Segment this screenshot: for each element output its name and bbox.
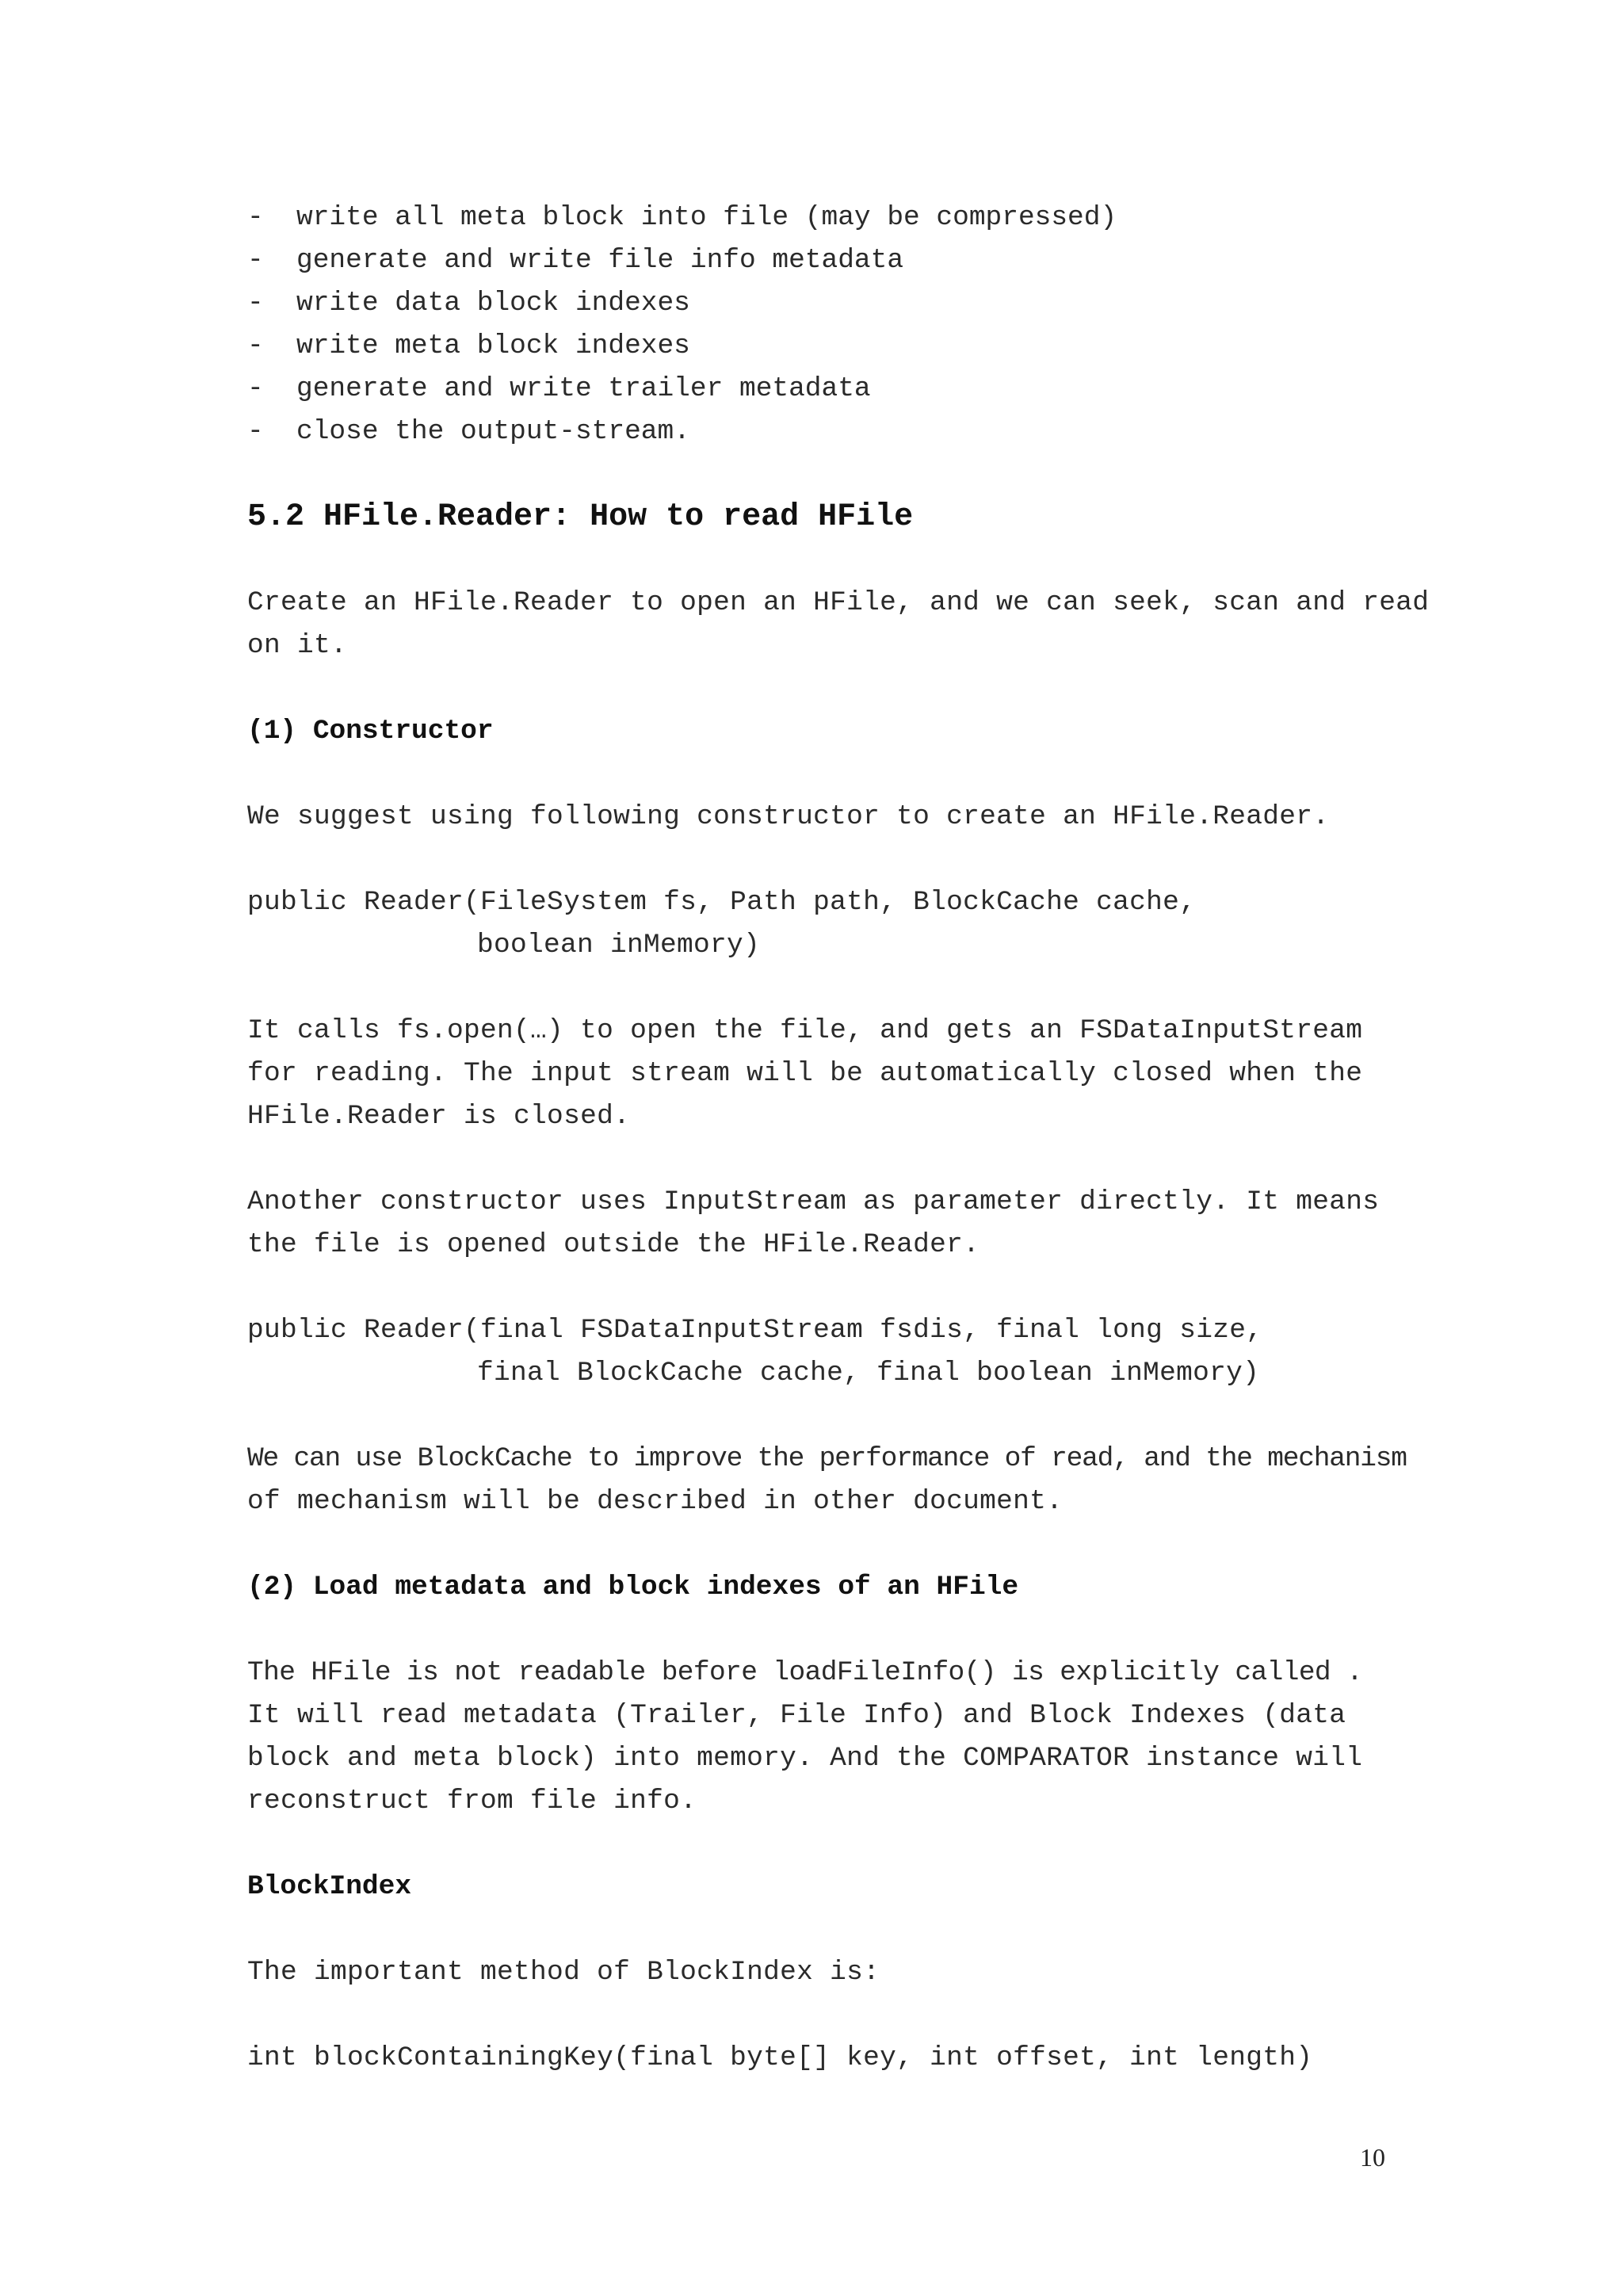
code-line: boolean inMemory) xyxy=(477,930,761,961)
list-item xyxy=(247,197,1117,239)
list-item-text: write data block indexes xyxy=(296,288,690,319)
document-page xyxy=(247,0,1430,2296)
bullet-dash: - xyxy=(247,202,264,233)
list-item xyxy=(247,282,690,325)
bullet-dash: - xyxy=(247,288,264,319)
subheading-constructor: (1) Constructor xyxy=(247,716,494,747)
code-line: final BlockCache cache, final boolean inMemory) xyxy=(477,1358,1260,1389)
list-item xyxy=(247,239,903,282)
bullet-dash: - xyxy=(247,373,264,404)
paragraph-line: The important method of BlockIndex is: xyxy=(247,1957,880,1988)
list-item-text: write meta block indexes xyxy=(296,330,690,361)
list-item-text: generate and write file info metadata xyxy=(296,245,904,276)
paragraph-line: for reading. The input stream will be automatically closed when the xyxy=(247,1058,1363,1089)
code-line: public Reader(FileSystem fs, Path path, BlockCache cache, xyxy=(247,887,1197,918)
list-item xyxy=(247,325,690,368)
paragraph-line: HFile.Reader is closed. xyxy=(247,1101,631,1132)
page-number: 10 xyxy=(1360,2143,1385,2172)
paragraph-line: of mechanism will be described in other document. xyxy=(247,1486,1064,1517)
list-item-text: generate and write trailer metadata xyxy=(296,373,871,404)
subheading-load-metadata: (2) Load metadata and block indexes of an HFile xyxy=(247,1572,1019,1603)
code-line: public Reader(final FSDataInputStream fsdis, final long size, xyxy=(247,1315,1263,1346)
paragraph-line: The HFile is not readable before loadFileInfo() is explicitly called . xyxy=(247,1657,1363,1688)
bullet-dash: - xyxy=(247,416,264,447)
paragraph-line: the file is opened outside the HFile.Reader. xyxy=(247,1229,980,1260)
list-item xyxy=(247,368,871,411)
bullet-dash: - xyxy=(247,245,264,276)
paragraph-line: We suggest using following constructor to create an HFile.Reader. xyxy=(247,801,1330,832)
bullet-dash: - xyxy=(247,330,264,361)
list-item-text: write all meta block into file (may be compressed) xyxy=(296,202,1117,233)
paragraph-line: reconstruct from file info. xyxy=(247,1786,697,1817)
paragraph-line: Create an HFile.Reader to open an HFile, and we can seek, scan and read xyxy=(247,587,1430,618)
paragraph-line: It will read metadata (Trailer, File Info) and Block Indexes (data xyxy=(247,1700,1346,1731)
section-heading: 5.2 HFile.Reader: How to read HFile xyxy=(247,499,914,535)
list-item-text: close the output-stream. xyxy=(296,416,690,447)
code-line: int blockContainingKey(final byte[] key, int offset, int length) xyxy=(247,2042,1313,2073)
subheading-blockindex: BlockIndex xyxy=(247,1871,412,1902)
list-item xyxy=(247,411,690,453)
paragraph-line: We can use BlockCache to improve the performance of read, and the mechanism xyxy=(247,1443,1407,1474)
paragraph-line: Another constructor uses InputStream as parameter directly. It means xyxy=(247,1186,1380,1217)
paragraph-line: block and meta block) into memory. And the COMPARATOR instance will xyxy=(247,1743,1363,1774)
paragraph-line: It calls fs.open(…) to open the file, and gets an FSDataInputStream xyxy=(247,1015,1363,1046)
paragraph-line: on it. xyxy=(247,630,348,661)
